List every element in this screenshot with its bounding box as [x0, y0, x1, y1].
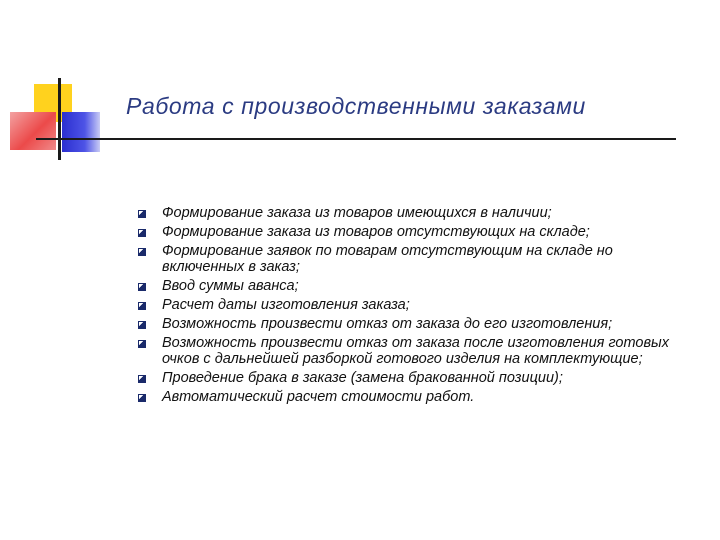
title-underline [36, 138, 676, 140]
list-item [138, 371, 698, 386]
list-item [138, 298, 698, 313]
list-item [138, 225, 698, 240]
list-item [138, 244, 698, 274]
bullet-icon [138, 340, 146, 348]
red-square [10, 112, 56, 150]
bullet-icon [138, 302, 146, 310]
list-item-text: Возможность произвести отказ от заказа после изготовления готовых очков с дальнейшей разборкой готового изделия на комплектующие; [162, 335, 669, 367]
bullet-icon [138, 248, 146, 256]
slide-title: Работа с производственными заказами [126, 93, 586, 119]
vertical-rule [58, 78, 61, 160]
list-item-text: Ввод суммы аванса; [162, 277, 299, 294]
bullet-icon [138, 229, 146, 237]
bullet-icon [138, 394, 146, 402]
list-item-text: Расчет даты изготовления заказа; [162, 297, 410, 314]
bullet-icon [138, 375, 146, 383]
list-item [138, 317, 698, 332]
list-item [138, 206, 698, 221]
bullet-icon [138, 283, 146, 291]
list-item [138, 336, 698, 366]
list-item-text: Проведение брака в заказе (замена бракованной позиции); [162, 369, 563, 386]
list-item [138, 390, 698, 405]
list-item-text: Формирование заявок по товарам отсутствующим на складе но включенных в заказ; [162, 243, 613, 275]
bullet-icon [138, 321, 146, 329]
list-item [138, 279, 698, 294]
bullet-icon [138, 210, 146, 218]
list-item-text: Формирование заказа из товаров отсутствующих на складе; [162, 224, 590, 241]
list-item-text: Формирование заказа из товаров имеющихся в наличии; [162, 205, 552, 221]
list-item-text: Автоматический расчет стоимости работ. [162, 389, 475, 406]
list-item-text: Возможность произвести отказ от заказа до его изготовления; [162, 316, 613, 333]
bullet-list [138, 206, 698, 409]
decorative-logo [0, 0, 120, 170]
blue-square [62, 112, 100, 152]
